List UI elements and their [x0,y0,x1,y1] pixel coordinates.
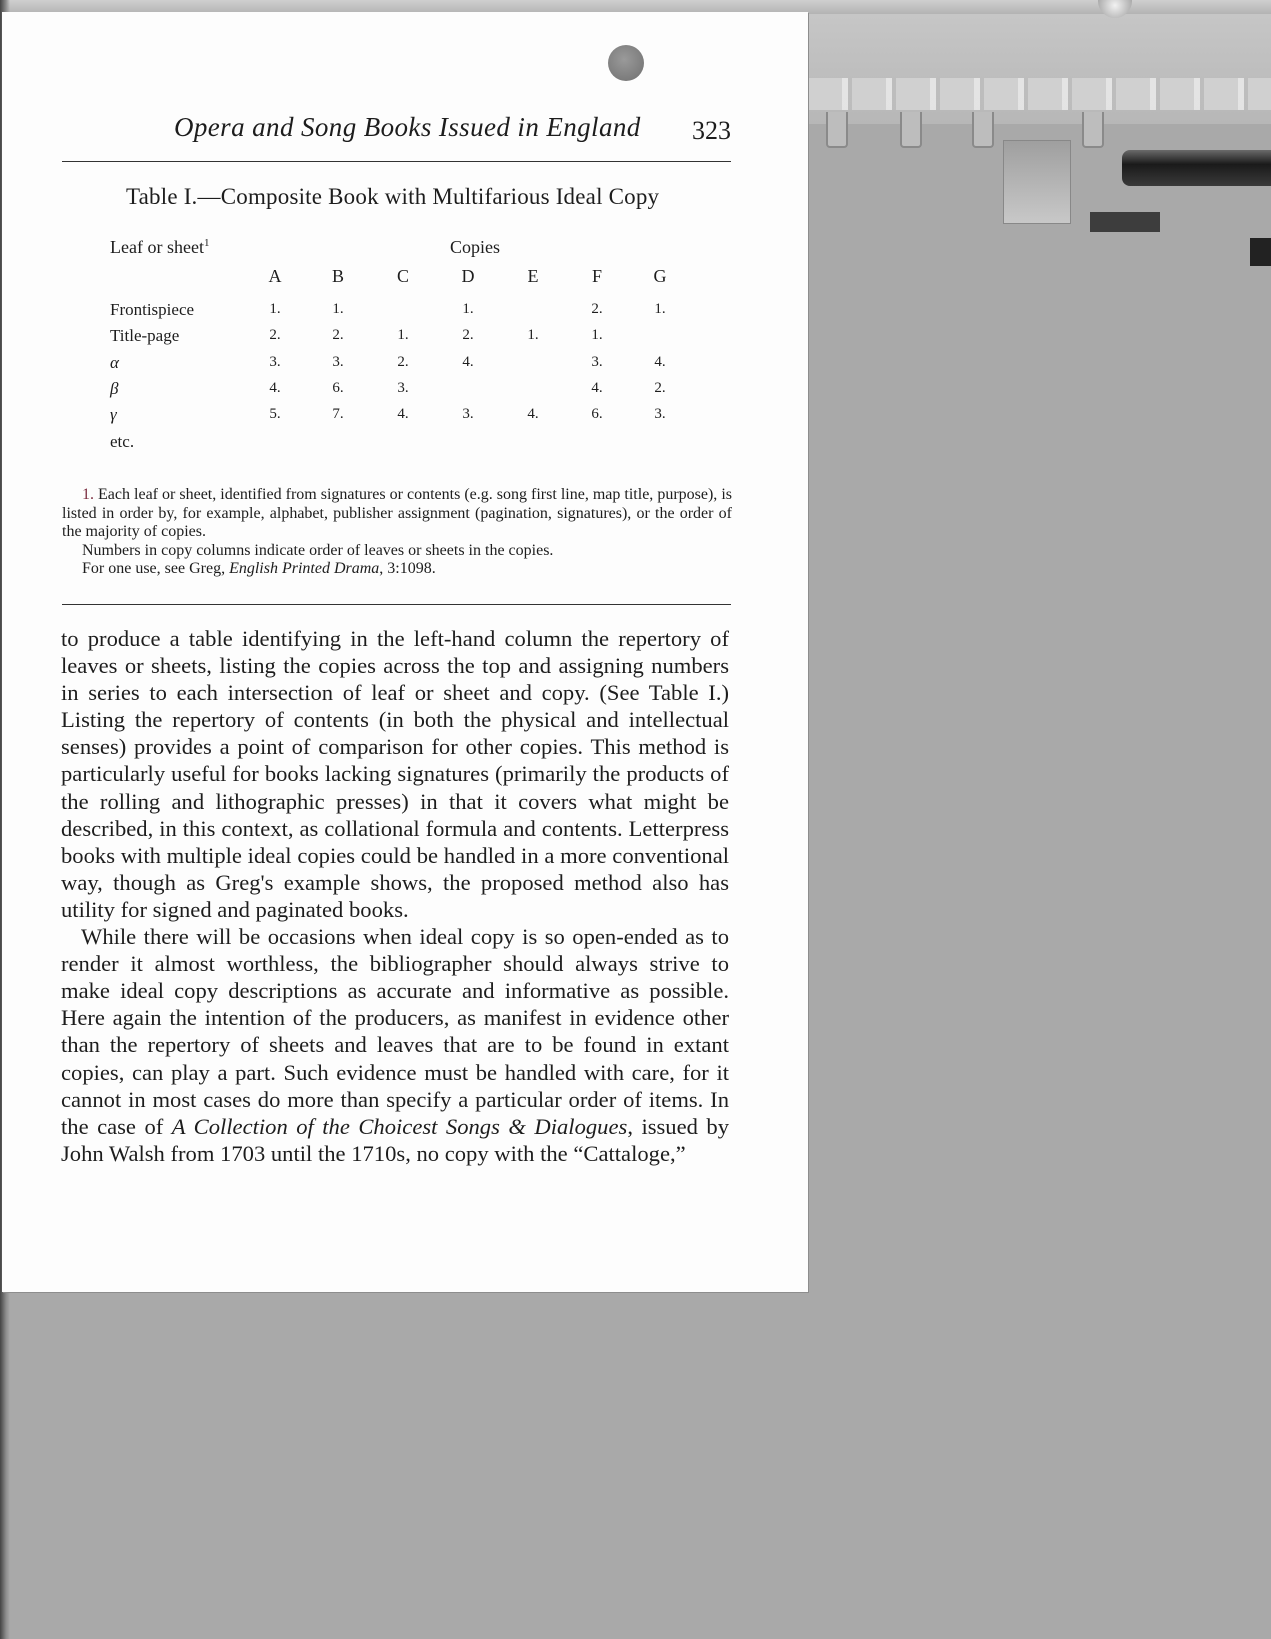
top-rule [62,161,731,162]
running-title: Opera and Song Books Issued in England [174,112,641,142]
copy-column-header: B [331,266,344,286]
row-label: α [110,353,119,372]
copies-header: Copies [450,237,501,257]
copy-column-header: E [527,266,539,286]
table-cell: 1. [654,301,666,317]
table-cell: 2. [462,327,474,343]
punch-hole [608,45,644,81]
row-label: β [110,379,119,398]
footnote-text: Numbers in copy columns indicate order of leaves or sheets in the copies. [82,541,554,559]
table-cell: 1. [397,327,409,343]
row-label: γ [110,405,117,424]
footnote-reference: 1 [203,237,210,249]
scanner-roller [1122,150,1271,186]
table-cell: 3. [332,354,344,370]
table-cell: 5. [269,406,281,422]
table-cell: 7. [332,406,344,422]
table-cell: 2. [397,354,409,370]
body-text [61,625,729,1167]
scanner-tab [1090,212,1160,232]
table-cell: 2. [654,380,666,396]
scanner-clip [1082,112,1104,148]
scanner-clip [826,112,848,148]
book-page [2,12,808,1292]
scanner-tab [1250,238,1271,266]
table-cell: 2. [332,327,344,343]
table-cell: 1. [527,327,539,343]
paragraph: to produce a table identifying in the left-hand column the repertory of leaves or sheets, listing the copies across the top and assigning numbers in series to each intersection of leaf or sheet and copy. (See Table I.) Listing the repertory of contents (in both the physical and intellectual senses) provides a point of comparison for other copies. This method is particularly useful for books lacking signatures (primarily the products of the rolling and lithographic presses) in that it covers what might be described, in this context, as collational formula and contents. Letterpress books with multiple ideal copies could be handled in a more conventional way, though as Greg's example shows, the proposed method also has utility for signed and paginated books. [61,626,729,922]
table-cell: 2. [591,301,603,317]
table-cell: 6. [591,406,603,422]
table-cell: 1. [269,301,281,317]
copy-column-header: G [653,266,667,286]
table-cell: 1. [332,301,344,317]
table-cell: 6. [332,380,344,396]
leaf-column-header: Leaf or sheet$^1$ [110,237,210,257]
table-footnote: 1. Each leaf or sheet, identified from signatures or contents (e.g. song first line, map title, purpose), is listed in order by, for example, alphabet, publisher assignment (pagination, signatures), or the order of the majority of copies. Numbers in copy columns indicate order of leaves or sheets in the copies. For one use, see Greg, English Printed Drama, 3:1098. [62,486,733,577]
cited-title: A Collection of the Choicest Songs & Dialogues [171,1113,628,1139]
table-title: Table I.—Composite Book with Multifarious Ideal Copy [126,184,660,209]
table-cell: 4. [654,354,666,370]
table-cell: 3. [397,380,409,396]
copy-column-header: F [591,266,602,286]
footnote-text: Each leaf or sheet, identified from signatures or contents (e.g. song first line, map title, purpose), is listed in order by, for example, alphabet, publisher assignment (pagination, signatures), or the order of the majority of copies. [62,486,733,540]
row-label: Title-page [110,326,180,345]
table-cell: 4. [591,380,603,396]
table-cell: 1. [591,327,603,343]
table-cell: 4. [269,380,281,396]
table-cell: 3. [654,406,666,422]
table-cell: 4. [462,354,474,370]
copy-column-header: A [268,266,282,286]
table-cell: 4. [397,406,409,422]
scanner-clip [900,112,922,148]
table-cell: 3. [269,354,281,370]
bottom-rule [62,604,731,605]
page-number: 323 [692,116,731,145]
table-cell: 1. [462,301,474,317]
footnote-mark: 1. [82,486,94,503]
copy-column-header: D [461,266,475,286]
table-cell: 3. [462,406,474,422]
scanner-hinge [1003,140,1071,224]
table-cell: 3. [591,354,603,370]
cited-title: English Printed Drama [229,560,380,577]
copy-column-header: C [396,266,409,286]
row-label: etc. [110,432,135,451]
scanner-clip [972,112,994,148]
row-label: Frontispiece [110,300,195,319]
scanner-rail-strip [808,78,1271,110]
table-cell: 2. [269,327,281,343]
table-cell: 4. [527,406,539,422]
paragraph: While there will be occasions when ideal copy is so open-ended as to render it almost worthless, the bibliographer should always strive to make ideal copy descriptions as accurate and informative as possible. Here again the intention of the producers, as manifest in evidence other than the repertory of sheets and leaves that are to be found in extant copies, can play a part. Such evidence must be handled with care, for it cannot in most cases do more than specify a particular order of items. In the case of A Collection of the Choicest Songs & Dialogues, issued by John Walsh from 1703 until the 1710s, no copy with the “Cattaloge,” [61,924,729,1166]
